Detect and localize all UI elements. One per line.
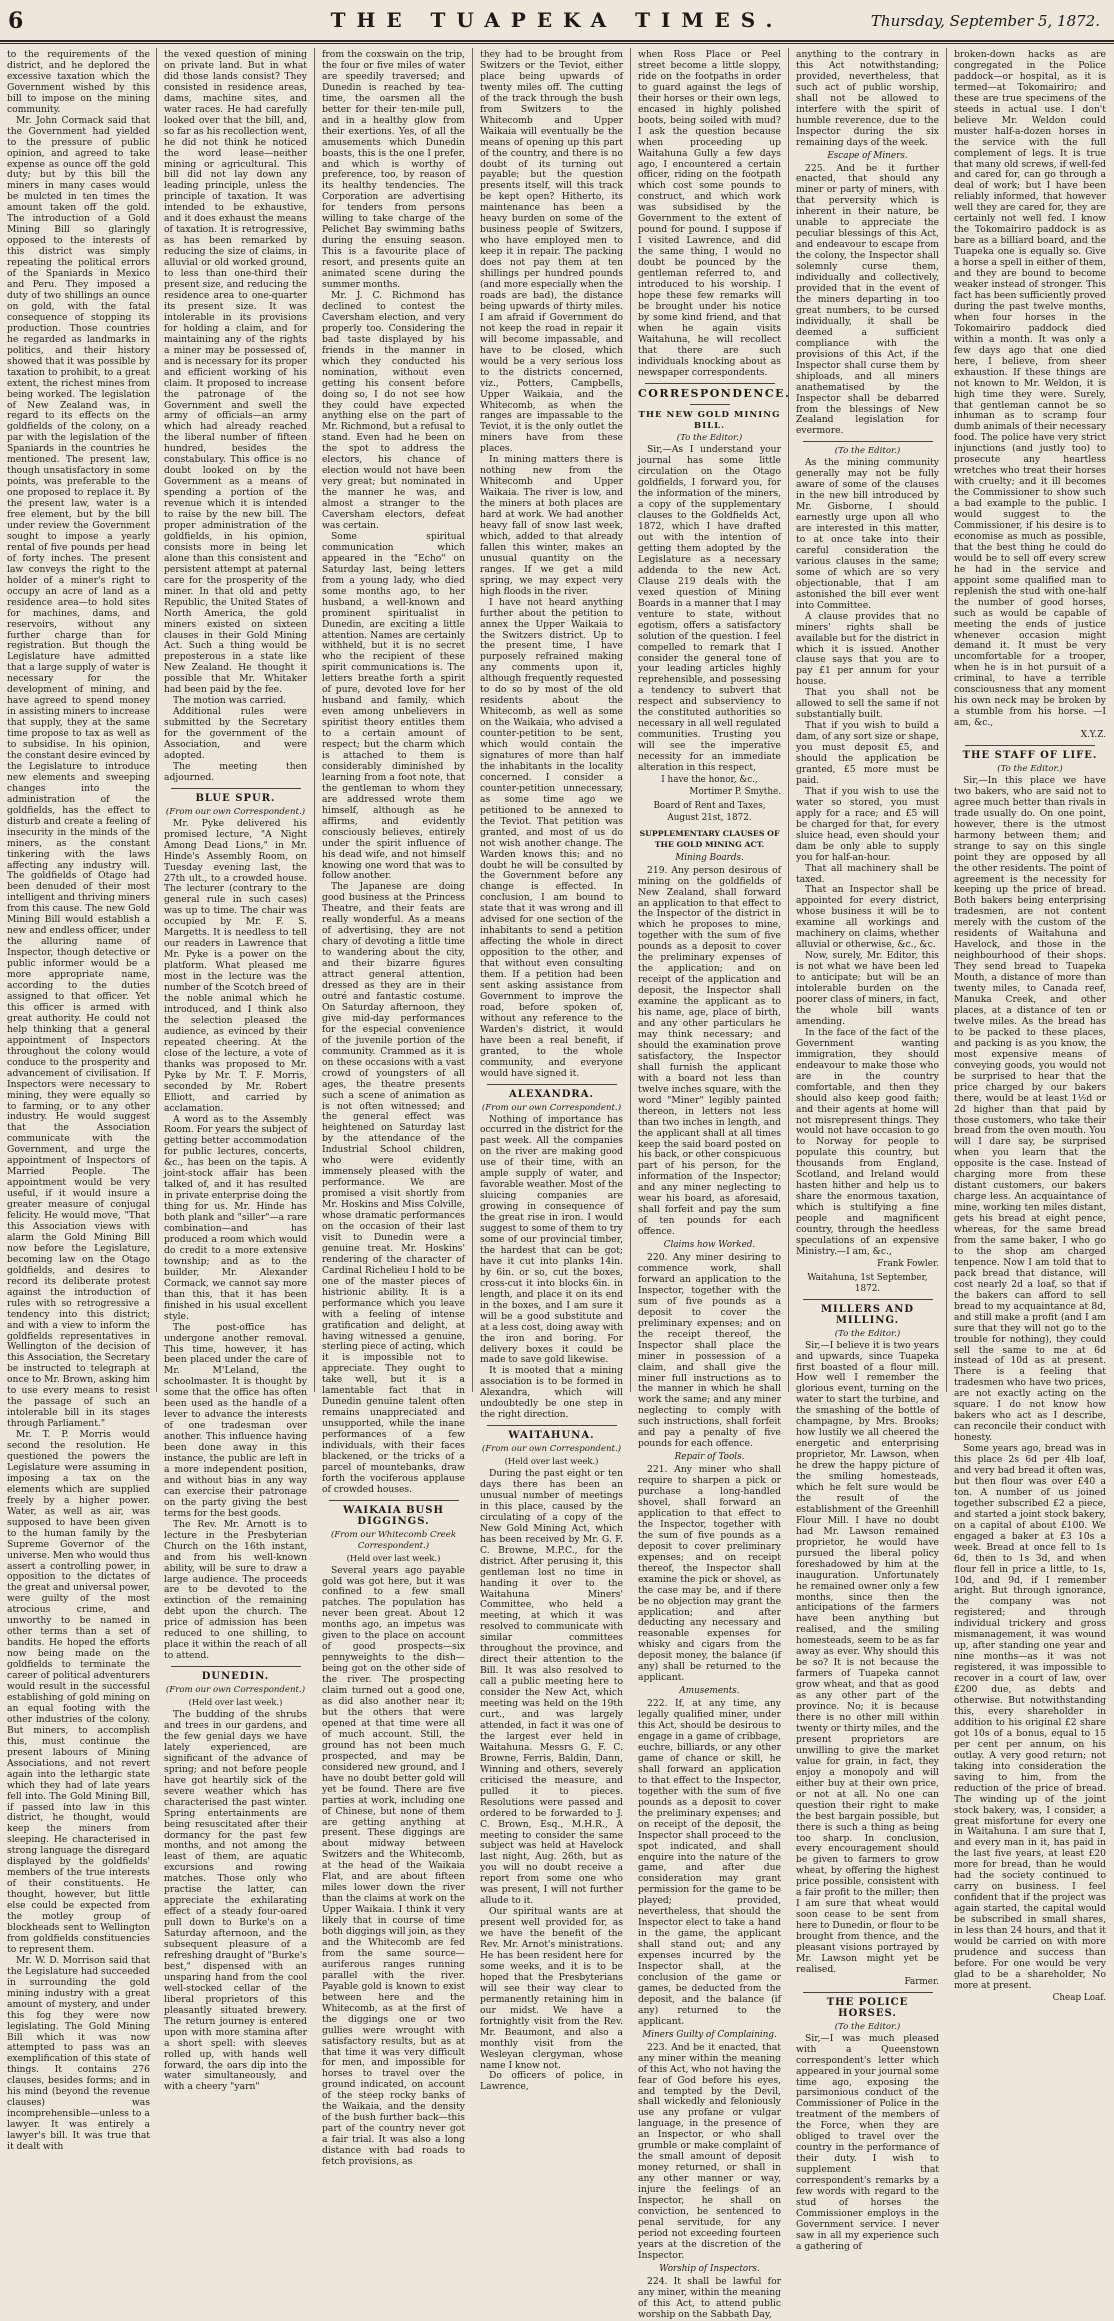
letter-signature: Farmer.	[904, 1976, 939, 1987]
to-the-editor: (To the Editor.)	[997, 764, 1063, 774]
column-6	[796, 49, 939, 2252]
paragraph: 221. Any miner who shall require to sharpen a pick or purchase a long-handled shovel, shall forward an application to that effect to the Inspector, together with the sum of five pounds as a deposit to cover preliminary expenses; and on receipt thereof, the Inspector shall examine the pick or shovel, as the case may be, and if there be no objection may grant the application; and after deducting any necessary and reasonable expenses for whisky and cigars from the deposit money, the balance (if any) shall be returned to the applicant.	[638, 1464, 781, 1684]
paragraph: Several years ago payable gold was got here, but it was confined to a few small patches. The population has never been great. About 12 months ago, an impetus was given to the place on account of good prospects—six pennyweights to the dish—being got on the other side of the river. The prospecting claim turned out a good one, as did also another near it; but the others that were opened at that time were all of much account. Still, the ground has not been much prospected, and may be considered new ground, and I have no doubt better gold will yet be found. There are five parties at work, including one of Chinese, but none of them are getting anything at present. These diggings are about midway between Switzers and the Whitecomb, at the head of the Waikaia Flat, and are about fifteen miles lower down the river than the claims at work on the Upper Waikaia. I think it very likely that in course of time both diggings will join, as they and the Whitecomb are fed from the same source—auriferous ranges running parallel with the river. Payable gold is known to exist between here and the Whitecomb, as at the first of the diggings one or two gullies were wrought with satisfactory results, but as at that time it was very difficult for men, and impossible for horses to travel over the ground indicated, on account of the steep rocky banks of the Waikaia, and the density of the bush further back—this part of the country never got a fair trial. It was also a long distance with bad roads to fetch provisions, as	[322, 1564, 465, 2168]
paragraph: Mr. T. P. Morris would second the resolution. He questioned the powers the Legislature were assuming in imposing a tax on the elements which are supplied freely by a higher power. Water, as well as air, was supposed to have been given to the human family by the Supreme Governor of the universe. Men who would thus assert a controlling power, in opposition to the dictates of the great and universal power, were guilty of the most atrocious crime, and unworthy to be named in other terms than a set of bandits. He hoped the efforts now being made on the goldfields to terminate the career of political adventurers would result in the successful establishing of gold mining on an equal footing with the other industries of the colony. But miners, to accomplish this, must continue the present labours of Mining Associations, and not revert again into the lethargic state which they had of late years fell into. The Gold Mining Bill, if passed into law in this district, he thought, would keep the miners from sleeping. He characterised in strong language the disregard displayed by the goldfields' members of the true interests of their constituents. He thought, however, but little else could be expected from the motley group of blockheads sent to Wellington from goldfields constituencies to represent them.	[7, 1429, 150, 1955]
section-heading-waikaia: WAIKAIA BUSH DIGGINGS.	[343, 1504, 444, 1527]
section-rule	[487, 1084, 617, 1085]
correspondent-line: (From our own Correspondent.)	[165, 1685, 306, 1696]
letter-heading-millers: MILLERS AND MILLING.	[820, 1303, 915, 1326]
letter-signature: Cheap Loaf.	[1052, 1992, 1106, 2003]
newspaper-title: THE TUAPEKA TIMES.	[330, 8, 784, 32]
letter-signature: Frank Fowler.	[877, 1258, 939, 1269]
clause-subheading: Worship of Inspectors.	[659, 2263, 760, 2274]
column-7	[954, 49, 1106, 2003]
column-divider	[472, 48, 473, 1392]
letter-heading-police-horses: THE POLICE HORSES.	[826, 1996, 909, 2019]
column-4	[480, 49, 623, 2093]
paragraph: A word as to the Assembly Room. For years the subject of getting better accommodation for public lectures, concerts, &c., has been on the tapis. A joint-stock affair has been talked of, and it has resulted in private enterprise doing the thing for us. Mr. Hinde has both plank and "siller"—a rare combination—and has produced a room which would do credit to a more extensive township; and as to the builder, Mr. Alexander Cormack, we cannot say more than this, that it has been finished in his usual excellent style.	[164, 1113, 307, 1322]
paragraph: Mr. J. C. Richmond has declined to contest the Caversham election, and very properly too. Considering the bad taste displayed by his friends in the manner in which they conducted his nomination, without even getting his consent before doing so, I do not see how they could have expected anything else on the part of Mr. Richmond, but a refusal to stand. Even had he been on the spot to address the electors, his chance of election would not have been very great; but nominated in the manner he was, and almost a stranger to the Caversham electors, defeat was certain.	[322, 289, 465, 531]
paragraph: Mr. John Cormack said that the Government had yielded to the pressure of public opinion, and agreed to take expense as ounce off the gold duty; but by this bill the miners in many cases would be mulcted in ten times the amount taken off the gold. The introduction of a Gold Mining Bill so glaringly opposed to the interests of this district was simply repeating the political errors of the Spaniards in Mexico and Peru. They imposed a duty of two shillings an ounce on gold, with the fatal consequence of stopping its production. Those countries he regarded as landmarks in politics, and their history showed that it was possible by taxation to prohibit, to a great extent, the richest mines from being worked. The legislation of New Zealand was, in regard to its effects on the goldfields of the colony, on a par with the legislation of the Spaniards in the countries he mentioned. The present law, though unsatisfactory in some points, was preferable to the one proposed to replace it. By the present law, water is a free element, but by the bill under review the Government sought to impose a yearly rental of five pounds per head of forty inches. The present law conveys the right to the holder of a miner's right to occupy an acre of land as a residence area—to hold sites for machines, dams, and reservoirs, without any further charge than for registration. But though the Legislature have admitted that a large supply of water is necessary for the development of mining, and have agreed to spend money in assisting miners to increase that supply, they at the same time propose to tax as well as to subsidise. In his opinion, the constant desire evinced by the Legislature to introduce new elements and sweeping changes into the administration of the goldfields, has the effect to disturb and create a feeling of insecurity in the minds of the miners, as the constant tinkering with the laws affecting any industry will. The goldfields of Otago had been denuded of their most intelligent and thriving miners from this cause. The new Gold Mining Bill would establish a new and endless officer, under the alluring name of Inspector, though detective or public informer would be a more appropriate name, according to the duties assigned to that officer. Yet this officer is armed with great authority. He could not help thinking that a general appointment of Inspectors throughout the colony would conduce to the prosperity and advancement of civilisation. If Inspectors were necessary to mining, they were equally so to farming, or to any other industry. He would suggest that the Association communicate with the Government, and urge the appointment of Inspectors of Married People. The appointment would be very useful, if it would insure a greater measure of conjugal felicity. He would move, "That this Association views with alarm the Gold Mining Bill now before the Legislature, becoming law on the Otago goldfields, and desires to record its deliberate protest against the introduction of rules with so retrogressive a tendency into this district; and with a view to inform the goldfields representatives in Wellington of the decision of this Association, the Secretary be instructed to telegraph at once to Mr. Brown, asking him to use every means to resist the passage of such an intolerable bill in its stages through Parliament."	[7, 114, 151, 1430]
paragraph: A clause provides that no miners' rights shall be available but for the district in which it is issued. Another clause says that you are to pay £1 per annum for your house.	[796, 610, 939, 688]
paragraph: Additional rules were submitted by the Secretary for the government of the Association, and were adopted.	[164, 706, 307, 761]
held-over-note: (Held over last week.)	[346, 1552, 441, 1563]
paragraph: The Japanese are doing good business at the Princess Theatre, and their feats are really wonderful. As a means of advertising, they are not chary of devoting a little time to wandering about the city, and their bizarre figures attract general attention, dressed as they are in their outré and fantastic costume. On Saturday afternoon, they give mid-day performances for the especial convenience of the juvenile portion of the community. Crammed as it is on these occasions with a vast crowd of youngsters of all ages, the theatre presents such a scene of animation as is not often witnessed; and the general effect was heightened on Saturday last by the attendance of the Industrial School children, who were evidently immensely pleased with the performance. We are promised a visit shortly from Mr. Hoskins and Miss Colville, whose dramatic performances on the occasion of their last visit to Dunedin were a genuine treat. Mr. Hoskins' rendering of the character of Cardinal Richelieu I hold to be one of the master pieces of histrionic ability. It is a performance which you leave with a feeling of intense gratification and delight, at having witnessed a genuine, sterling piece of acting, which it is impossible not to appreciate. They ought to take well, but it is a lamentable fact that in Dunedin genuine talent often remains unappreciated and unsupported, while the inane performances of a few individuals, with their faces blackened, or the tricks of a parcel of mountebanks, draw forth the vociferous applause of crowded houses.	[322, 881, 465, 1495]
paragraph: Our spiritual wants are at present well provided for, as we have the benefit of the Rev. Mr. Arnot's ministrations. He has been resident here for some weeks, and it is to be hoped that the Presbyterians will see their way clear to permanently retaining him in our midst. We have a fortnightly visit from the Rev. Mr. Beaumont, and also a monthly visit from the Wesleyan clergyman, whose name I know not.	[480, 1906, 623, 2071]
held-over-note: (Held over last week.)	[504, 1456, 599, 1467]
paragraph: That if you wish to build a dam, of any sort size or shape, you must deposit £5, and should the application be granted, £5 more must be paid.	[796, 720, 939, 786]
letter-heading-gold-mining-bill: THE NEW GOLD MINING BILL.	[638, 409, 781, 431]
paragraph: from the coxswain on the trip, the four or five miles of water are speedily traversed; and Dunedin is reached by tea-time, the oarsmen all the better for their ten-mile pull, and in a healthy glow from their exertions. Yes, of all the amusements which Dunedin boasts, this is the one I prefer, and which is worthy of preference, too, by reason of its healthy tendencies. The Corporation are advertising for tenders from persons willing to take charge of the Pelichet Bay swimming baths during the ensuing season. This is a favourite place of resort, and presents quite an animated scene during the summer months.	[322, 49, 465, 291]
paragraph: That you shall not be allowed to sell the same if not substantially built.	[796, 687, 939, 721]
paragraph: The budding of the shrubs and trees in our gardens, and the few genial days we have lately experienced, are significant of the advance of spring; and not before people have got heartily sick of the severe weather which has characterised the past winter. Spring entertainments are being resuscitated after their dormancy for the past few months, and not among the least of them, are aquatic excursions and rowing matches. Those only who practise the latter, can appreciate the exhilarating effect of a steady four-oared pull down to Burke's on a Saturday afternoon, and the subsequent pleasure of a refreshing draught of "Burke's best," dispensed with an unsparing hand from the cool well-stocked cellar of the liberal proprietors of this pleasantly situated brewery. The return journey is entered upon with more stamina after a short spell: with sleeves rolled up, with hands well forward, the oars dip into the water simultaneously, and with a cheery "yarn"	[164, 1709, 307, 2093]
letter-address: Board of Rent and Taxes,	[653, 800, 766, 811]
masthead-rule	[0, 43, 1114, 44]
paragraph: Nothing of importance has occurred in the district for the past week. All the companies on the river are making good use of their time, with an ample supply of water, and favorable weather. Most of the sluicing companies are growing in consequence of the great rise in iron. I would suggest to some of them to try some of our provincial timber, the hardest that can be got; have it cut into planks 14in. by 6in. or so, cut the boxes, cross-cut it into blocks 6in. in length, and place it on its end in the boxes, and I am sure it will be a good substitute and at a less cost, doing away with the iron and boring. For delivery boxes it could be made to save gold likewise.	[480, 1113, 623, 1366]
to-the-editor: (To the Editor.)	[834, 1328, 901, 1339]
column-5	[638, 49, 791, 2320]
paragraph: That if you wish to use the water so stored, you must apply for a race; and £5 will be charged for that, for every sluice head, even should your dam be only able to supply you for half-an-hour.	[796, 785, 939, 863]
section-rule	[171, 788, 301, 789]
clause-subheading: Miners Guilty of Complaining.	[642, 2029, 777, 2040]
paragraph: the vexed question of mining on private land. But in what did those lands consist? They consisted in residence areas, dams, machine sites, and water races. He had carefully looked over that the bill, and, so far as his recollection went, he did not think he noticed the word lease—neither mining or agricultural. This bill did not lay down any leading principle, unless the principle of taxation. It was intended to be exhaustive, and it does exhaust the means of taxation. It is retrogressive, as has been remarked by reducing the size of claims, in alluvial or old worked ground, to less than one-third their present size, and reducing the residence area to one-quarter its present size. It was intolerable in its provisions for holding a claim, and for maintaining any of the rights a miner may be possessed of, and is necessary for its proper and efficient working of his claim. It proposed to increase the patronage of the Government and swell the army of officials—an army which had already reached the liberal number of fifteen hundred, besides the constabulary. This office is no doubt looked on by the Government as a means of spending a portion of the revenue which it is intended to raise by the new bill. The proper administration of the goldfields, in his opinion, consists more in being let alone than this consistent and persistent attempt at paternal care for the prosperity of the miner. In that old and petty Republic, the United States of North America, the gold miners existed on sixteen clauses in their Gold Mining Act. Such a thing would be preposterous in a state like New Zealand. He thought it possible that Mr. Whitaker had been paid by the fee.	[164, 49, 307, 696]
paragraph: to the requirements of the district, and he deplored the excessive taxation which the Government wished by this bill to impose on the mining community.	[7, 49, 150, 115]
paragraph: Sir,—I believe it is two years and upwards, since Tuapeka first boasted of a flour mill. How well I remember the glorious event, turning on the water to start the turbine, and the smashing of the bottle of champagne, by Mrs. Brooks; how lustily we all cheered the energetic and enterprising proprietor, Mr. Lawson, when he drew the happy picture of the smiling homesteads, which he felt sure would be the result of the establishment of the Greenhill Flour Mill. I have no doubt had Mr. Lawson remained proprietor, he would have pursued the liberal policy foreshadowed by him at the inauguration. Unfortunately he remained owner only a few months, since then the anticipations of the farmers have been anything but realised, and the smiling homesteads, seem to be as far away as ever. Why should this be so? It is not because the farmers of Tuapeka cannot grow wheat, and that as good as any other part of the province. No; it is because there is no other mill within twenty or thirty miles, and the present proprietors are unwilling to give the market value for grain, in fact, they enjoy a monopoly and will either buy at their own price, or not at all. No one can question their right to make the best bargain possible, but there is such a thing as being too sharp. In conclusion, every encouragement should be given to farmers to grow wheat, by offering the highest price possible, consistent with a fair profit to the miller; then I am sure that wheat would soon cease to be sent from here to Dunedin, or flour to be brought from thence, and the pleasant visions portrayed by Mr. Lawson might yet be realised.	[796, 1339, 939, 1975]
section-rule	[171, 1666, 301, 1667]
section-heading-dunedin: DUNEDIN.	[201, 1671, 270, 1683]
paragraph: Sir,—In this place we have two bakers, who are said not to agree much better than rivals in trade usually do. On one point, however, there is the utmost harmony between them; and strange to say on this single point they are opposed by all the other residents. The point of agreement is the necessity for keeping up the price of bread. Both bakers being enterprising tradesmen, are not content merely with the custom of the residents of Waitahuna and Havelock, and those in the neighbourhood of their shops. They send bread to Tuapeka Mouth, a distance of more than twenty miles, to Canada reef, Manuka Creek, and other places, at a distance of ten or twelve miles. As the bread has to be packed to these places, and packing is as you know, the most expensive means of conveying goods, you would not be surprised to hear that the price charged by our bakers there, would be at least 1½d or 2d higher than that paid by those customers, who take their bread from the oven mouth. You will I dare say, be surprised when you learn that the opposite is the case. Instead of charging more from these distant customers, our bakers charge less. An acquaintance of mine, working ten miles distant, gets his bread at eight pence, whereas, for the same bread from the same baker, I who go to the shop am charged tenpence. Now I am told that to pack bread that distance, will cost nearly 2d a loaf, so that if the bakers can afford to sell bread to my acquaintance at 8d, and still make a profit (and I am sure that they will not go to the trouble for nothing), they could sell the same to me at 6d instead of 10d as at present. There is a feeling that tradesmen who have two prices, are not exactly acting on the square. I do not know how bakers who act as I describe, can reconcile their conduct with honesty.	[954, 774, 1106, 1444]
column-3	[322, 49, 465, 2168]
to-the-editor: (To the Editor.)	[676, 433, 743, 444]
clause-subheading: Escape of Miners.	[827, 150, 908, 161]
paragraph: Mr. W. D. Morrison said that the Legislature had succeeded in surrounding the gold mining industry with a great amount of mystery, and under this fog they were now legislating. The Gold Mining Bill which it was now attempted to pass was an exemplification of this state of things. It contains 276 clauses, besides forms; and in his mind (beyond the revenue clauses) was incomprehensible—unless to a lawyer. It was entirely a lawyer's bill. It was true that it dealt with	[7, 1954, 151, 2153]
to-the-editor: (To the Editor.)	[834, 2021, 901, 2032]
held-over-note: (Held over last week.)	[188, 1697, 283, 1708]
paragraph: 224. It shall be lawful for any miner, within the meaning of this Act, to attend public worship on the Sabbath Day,	[638, 2275, 781, 2320]
paragraph: That an Inspector shall be appointed for every district, whose business it will be to examine all workings and machinery on claims, whether alluvial or otherwise, &c., &c.	[796, 884, 939, 951]
paragraph: when Ross Place or Peel street become a little sloppy, ride on the footpaths in order to guard against the legs of their horses or their own legs, encased in highly polished boots, being soiled with mud? I ask the question because when proceeding up Waitahuna Gully a few days ago, I encountered a certain officer, riding on the footpath which cost some pounds to construct, and which work was subsidised by the Government to the extent of pound for pound. I suppose if I visited Lawrence, and did the same thing, I would no doubt be pounced by the gentleman referred to, and introduced to his worship. I hope these few remarks will be brought under his notice by some kind friend, and that when he again visits Waitahuna, he will recollect that there are such individuals knocking about as newspaper correspondents.	[638, 49, 781, 378]
letter-closing: I have the honor, &c.,	[661, 775, 758, 785]
paragraph: Do officers of police, in Lawrence,	[480, 2070, 623, 2093]
section-rule	[803, 1299, 933, 1300]
paragraph: 223. And be it enacted, that any miner within the meaning of this Act, who not having the fear of God before his eyes, and tempted by the Devil, shall wickedly and feloniously use any profane or vulgar language, in the presence of an Inspector, or who shall grumble or make complaint of the small amount of deposit money returned, or shall in any other manner or way, injure the feelings of an Inspector, he shall on conviction, be sentenced to penal servitude, for any period not exceeding fourteen years at the discretion of the Inspector.	[638, 2041, 781, 2261]
paragraph: broken-down hacks as are congregated in the Police paddock—or hospital, as it is termed—at Tokomairiro; and these are true specimens of the steeds in actual use. I don't believe Mr. Weldon could muster half-a-dozen horses in the service with the full complement of legs. It is true that many old screws, if well-fed and cared for, can go through a deal of work; but I have been reliably informed, that however well they are cared for, they are certainly not well fed. I know the Tokomairiro paddock is as bare as a billiard board, and the Tuapeka one is equally so. Give a horse a spell in either of them, and they are bound to become weaker instead of stronger. This fact has been sufficiently proved during the past twelve months, when four horses in the Tokomairiro paddock died within a month. It was only a few days ago that one died here, I believe, from sheer exhaustion. If these things are not known to Mr. Weldon, it is high time they were. Surely, that gentleman cannot be so inhuman as to scramp four dumb animals of their necessary food. The police have very strict injunctions (and justly too) to prosecute any heartless wretches who treat their horses with cruelty; and it ill becomes the Commissioner to show such a bad example to the public. I would suggest to the Commissioner, if his desire is to economise as much as possible, that the best thing he could do would be to sell off every screw he had in the service and appoint some qualified man to replenish the stud with one-half the number of good horses, such as would be capable of meeting the ends of justice whenever occasion might demand it. It must be very uncomfortable for a trooper, when he is in hot pursuit of a criminal, to have a terrible consciousness that any moment his own neck may be broken by a stumble from his horse. —I am, &c.,	[954, 49, 1106, 729]
section-heading-blue-spur: BLUE SPUR.	[195, 792, 276, 804]
paragraph: The Rev. Mr. Arnott is to lecture in the Presbyterian Church on the 16th instant, and from his well-known ability, will be sure to draw a large audience. The proceeds are to be devoted to the extinction of the remaining debt upon the church. The price of admission has been reduced to one shilling, to place it within the reach of all to attend.	[164, 1518, 307, 1662]
paragraph: The post-office has undergone another removal. This time, however, it has been placed under the care of Mr. M'Leland, the schoolmaster. It is thought by some that the office has often been used as the handle of a lever to advance the interests of one tradesman over another. This influence having been done away in this instance, the public are left in a more independent position, and without bias in any way can exercise their patronage on the party giving the best terms for the best goods.	[164, 1321, 307, 1519]
paragraph: Sir,—As I understand your journal has some little circulation on the Otago goldfields, I forward you, for the information of the miners, a copy of the supplementary clauses to the Goldfields Act, 1872, which I have drafted out with the intention of getting them adopted by the Legislature as a necessary addenda to the new Act. Clause 219 deals with the vexed question of Mining Boards in a manner that I may venture to state, without egotism, offers a satisfactory solution of the question. I feel compelled to remark that I consider the general tone of your leading articles highly reprehensible, and possessing a tendency to subvert that respect and subserviency to the constituted authorities so necessary in all well regulated communities. Trusting you will see the imperative necessity for an immediate alteration in this respect,	[638, 444, 781, 774]
correspondent-line: (From our own Correspondent.)	[481, 1444, 622, 1455]
section-rule	[803, 441, 933, 442]
clause-subheading: Mining Boards.	[675, 852, 744, 863]
section-rule	[965, 745, 1095, 746]
paragraph: That all machinery shall be taxed.	[796, 862, 939, 885]
section-rule	[690, 404, 730, 405]
correspondent-line: (From our Whitecomb Creek Correspondent.)	[330, 1529, 457, 1551]
clause-subheading: Claims how Worked.	[663, 1240, 756, 1251]
paragraph: Sir,—I was much pleased with a Queenstown correspondent's letter which appeared in your journal some time ago, exposing the parsimonious conduct of the Commissioner of Police in the treatment of the members of the Force, when they are obliged to travel over the country in the performance of their duty. I wish to supplement that correspondent's remarks by a few words with regard to the stud of horses the Commissioner employs in the Government service. I never saw in all my experience such a gathering of	[796, 2032, 939, 2252]
paragraph: In mining matters there is nothing new from the Whitecomb and Upper Waikaia. The river is low, and the miners at both places are hard at work. We had another heavy fall of snow last week, which, added to that already fallen this winter, makes an unusual quantity on the ranges. If we get a mild spring, we may expect very high floods in the river.	[480, 454, 623, 597]
correspondent-line: (From our own Correspondent.)	[165, 806, 306, 817]
letter-signature: X.Y.Z.	[1080, 730, 1106, 741]
paragraph: they had to be brought from Switzers or the Teviot, either place being upwards of twenty miles off. The cutting of the track through the bush from Switzers to the Whitecomb and Upper Waikaia will eventually be the means of opening up this part of the country, and there is no doubt of its turning out payable; but the question presents itself, will this track be kept open? Hitherto, its maintenance has been a heavy burden on some of the business people of Switzers, who have employed men to keep it in repair. The packing does not pay them at ten shillings per hundred pounds (and more especially when the roads are bad), the distance being upwards of thirty miles. I am afraid if Government do not keep the road in repair it will become impassable, and have to be closed, which would be a very serious loss to the districts concerned, viz., Potters, Campbells, Upper Waikaia, and the Whitecomb, as when the ranges are impassable to the Teviot, it is the only outlet the miners have from these places.	[480, 49, 623, 455]
column-divider	[156, 48, 157, 1392]
section-rule	[487, 1425, 617, 1426]
clause-subheading: Repair of Tools.	[674, 1452, 745, 1463]
section-heading-correspondence: CORRESPONDENCE.	[638, 386, 791, 400]
section-heading-alexandra: ALEXANDRA.	[509, 1088, 594, 1100]
paragraph: Now, surely, Mr. Editor, this is not what we have been led to anticipate; but will be an intolerable burden on the poorer class of miners, in fact, the whole bill wants amending.	[796, 950, 939, 1027]
paragraph: Some years ago, bread was in this place 2s 6d per 4lb loaf, and very bad bread it often was, but then flour was over £40 a ton. A number of us joined together subscribed £2 a piece, and started a joint stock bakery, on a capital of about £100. We engaged a baker at £3 10s a week. Bread at once fell to 1s 6d, then to 1s 3d, and when flour fell in price a little, to 1s, 10d, and 9d, if I remember aright. But through ignorance, the company was not registered; and through individual trickery and gross mismanagement, it was wound up, after standing one year and nine months—as it was not registered, it was impossible to recover in a court of law, over £200 due, as debts and otherwise. But notwithstanding this, every shareholder in addition to his original £2 share got 10s of a bonus, equal to 15 per cent per annum, on his outlay. A very good return; not taking into consideration the saving to him, from the reduction of the price of bread. The winding up of the joint stock bakery, was, I consider, a great misfortune for every one in Waitahuna. I am sure that I, and every man in it, has paid in the last five years, at least £20 more for bread, than he would had the society continued to carry on business. I feel confident that if the project was again started, the capital would be subscribed in small shares, in less than 24 hours, and that it would be carried on with more prudence and success than before. For one would be very glad to be a shareholder, No more at present.	[954, 1443, 1106, 1991]
clauses-heading: SUPPLEMENTARY CLAUSES OF THE GOLD MINING ACT.	[639, 828, 780, 849]
paragraph: As the mining community generally may not be fully aware of some of the clauses in the new bill introduced by Mr. Gisborne, I should earnestly urge upon all who are interested in this matter, to at once take into their careful consideration the various clauses in the same; some of which are so very objectionable, that I am astonished the bill ever went into Committee.	[796, 457, 939, 611]
letter-signature: Mortimer P. Smythe.	[689, 786, 781, 797]
clause-subheading: Amusements.	[679, 1686, 740, 1697]
page-number: 6	[8, 8, 24, 34]
letter-date: Waitahuna, 1st September, 1872.	[807, 1272, 928, 1294]
masthead	[0, 0, 1114, 42]
to-the-editor: (To the Editor.)	[834, 446, 901, 457]
column-2	[164, 49, 307, 2093]
paragraph: anything to the contrary in this Act notwithstanding; provided, nevertheless, that such act of public worship, shall not be allowed to interfere with the spirit of humble reverence, due to the Inspector during the six remaining days of the week.	[796, 49, 939, 148]
correspondent-line: (From our own Correspondent.)	[481, 1102, 622, 1113]
column-divider	[314, 48, 315, 1392]
paragraph: The meeting then adjourned.	[164, 760, 307, 783]
issue-date: Thursday, September 5, 1872.	[870, 12, 1100, 30]
paragraph: 219. Any person desirous of mining on the goldfields of New Zealand, shall forward an application to that effect to the Inspector of the district in which he proposes to mine, together with the sum of five pounds as a deposit to cover the preliminary expenses of the application; and on receipt of the application and deposit, the Inspector shall examine the applicant as to his name, age, place of birth, and any other particulars he may think necessary; and should the examination prove satisfactory, the Inspector shall furnish the applicant with a board not less than twelve inches square, with the word "Miner" legibly painted thereon, in letters not less than two inches in length, and the applicant shall at all times keep the said board posted on his back, or other conspicuous part of his person, for the information of the Inspector; and any miner neglecting to wear his board, as aforesaid, shall forfeit and pay the sum of ten pounds for each offence.	[638, 864, 781, 1238]
section-heading-waitahuna: WAITAHUNA.	[508, 1430, 595, 1442]
letter-heading-staff-of-life: THE STAFF OF LIFE.	[962, 750, 1098, 762]
letter-date: August 21st, 1872.	[667, 812, 752, 823]
section-rule	[803, 1992, 933, 1993]
column-divider	[788, 48, 789, 1392]
column-divider	[946, 48, 947, 1392]
paragraph: It is mooted that a mining association is to be formed in Alexandra, which will undoubtedly be one step in the right direction.	[480, 1365, 623, 1421]
paragraph: The motion was carried.	[173, 695, 287, 707]
paragraph: 222. If, at any time, any legally qualified miner, under this Act, should be desirous to engage in a game of cribbage, euchre, billiards, or any other game of chance or skill, he shall forward an application to that effect to the Inspector, together with the sum of five pounds as a deposit to cover the preliminary expenses; and on receipt of the deposit, the Inspector shall proceed to the spot indicated, and shall enquire into the nature of the game, and after due consideration may grant permission for the game to be played; provided, nevertheless, that should the Inspector elect to take a hand in the game, the applicant shall stand out; and any expenses incurred by the Inspector shall, at the conclusion of the game or games, be deducted from the deposit, and the balance (if any) returned to the applicant.	[638, 1698, 781, 2027]
paragraph: 225. And be it further enacted, that should any miner or party of miners, with that perversity which is inherent in their nature, be unable to appreciate the peculiar blessings of this Act, and endeavour to escape from the colony, the Inspector shall solemnly curse them, individually and collectively, provided that in the event of the miners departing in too great numbers, to be cursed individually, it shall be deemed a sufficient compliance with the provisions of this Act, if the Inspector shall curse them by shiploads, and all miners anathematised by the Inspector shall be debarred from the blessings of New Zealand legislation for evermore.	[796, 162, 939, 437]
paragraph: Some spiritual communication which appeared in the "Echo" on Saturday last, being letters from a young lady, who died some months ago, to her husband, a well-known and prominent spiritualist in Dunedin, are exciting a little attention. Names are certainly withheld, but it is no secret who the recipient of these spirit communications is. The letters breathe forth a spirit of pure, devoted love for her husband and family, which even among unbelievers in spiritist theory entitles them to a certain amount of respect; but the charm which is attached to them is considerably diminished by learning from a foot note, that the gentleman to whom they are addressed wrote them himself, although as he affirms, and evidently consciously believes, entirely under the spirit influence of his dead wife, and not himself knowing one word that was to follow another.	[322, 530, 465, 882]
paragraph: During the past eight or ten days there has been an unusual number of meetings in this place, caused by the circulating of a copy of the New Gold Mining Act, which has been received by Mr. G. F. C. Browne, M.P.C., for the district. After perusing it, this gentleman lost no time in handing it over to the Waitahuna Miners' Committee, who held a meeting, at which it was resolved to communicate with similar committees throughout the province, and direct their attention to the Bill. It was also resolved to call a public meeting here to consider the New Act, which meeting was held on the 19th curt., and was largely attended, in fact it was one of the largest ever held in Waitahuna. Messrs G. F. C. Browne, Ferris, Baldin, Dann, Winning and others, severely criticised the measure, and pulled it to pieces. Resolutions were passed and ordered to be forwarded to J. C. Brown, Esq., M.H.R., A meeting to consider the same subject was held at Havelock last night, Aug. 26th, but as you will no doubt receive a report from some one who was present, I will not further allude to it.	[480, 1468, 623, 1907]
paragraph: I have not heard anything further about the petition to annex the Upper Waikaia to the Switzers district. Up to the present time, I have purposely refrained making any comments upon it, although frequently requested to do so by most of the old residents about the Whitecomb, as well as some on the Waikaia, who advised a counter-petition to be sent, which would contain the signatures of more than half the inhabitants in the locality concerned. I consider a counter-petition unnecessary, as some time ago we petitioned to be annexed to the Teviot. That petition was granted, and most of us do not wish another change. The Warden knows this; and no doubt he will be consulted by the Government before any change is effected. In conclusion, I am bound to state that it was wrong and ill advised for one section of the inhabitants to send a petition affecting the whole in direct opposition to the other, and that without even consulting them. If a petition had been sent asking assistance from Government to improve the road, before spoken of, without any reference to the Warden's district, it would have been a real benefit, if granted, to the whole community, and everyone would have signed it.	[480, 596, 623, 1079]
paragraph: Mr. Pyke delivered his promised lecture, "A Night Among Dead Lions," in Mr. Hinde's Assembly Room, on Tuesday evening last, the 27th ult., to a crowded house. The lecturer (contrary to the general rule in such cases) was up to time. The chair was occupied by Mr. F. S. Margetts. It is needless to tell our readers in Lawrence that Mr. Pyke is a power on the platform. What pleased me most in the lecture was the number of the Scotch breed of the noble animal which he introduced, and I think also the selection pleased the audience, as evinced by their repeated cheering. At the close of the lecture, a vote of thanks was proposed to Mr. Pyke by Mr. T. F. Morris, seconded by Mr. Robert Elliott, and carried by acclamation.	[164, 817, 307, 1114]
paragraph: In the face of the fact of the Government wanting immigration, they should endeavour to make those who are in the country comfortable, and then they should also keep good faith; and their agents at home will not misrepresent things. They would not have occasion to go to Norway for people to populate this country, but thousands from England, Scotland, and Ireland would hasten hither and help us to share the enormous taxation, which is stultifying a fine people and magnificent country, through the heedless speculations of an expensive Ministry.—I am, &c.,	[796, 1026, 939, 1257]
paragraph: 220. Any miner desiring to commence work, shall forward an application to the Inspector, together with the sum of five pounds as a deposit to cover the preliminary expenses; and on the receipt thereof, the Inspector shall place the miner in possession of a claim, and shall give the miner full instructions as to the manner in which he shall work the same; and any miner neglecting to comply with such instructions, shall forfeit and pay a penalty of five pounds for each offence.	[638, 1252, 781, 1450]
section-rule	[645, 383, 775, 384]
section-rule	[329, 1500, 459, 1501]
column-1	[7, 49, 151, 2153]
column-divider	[630, 48, 631, 1392]
